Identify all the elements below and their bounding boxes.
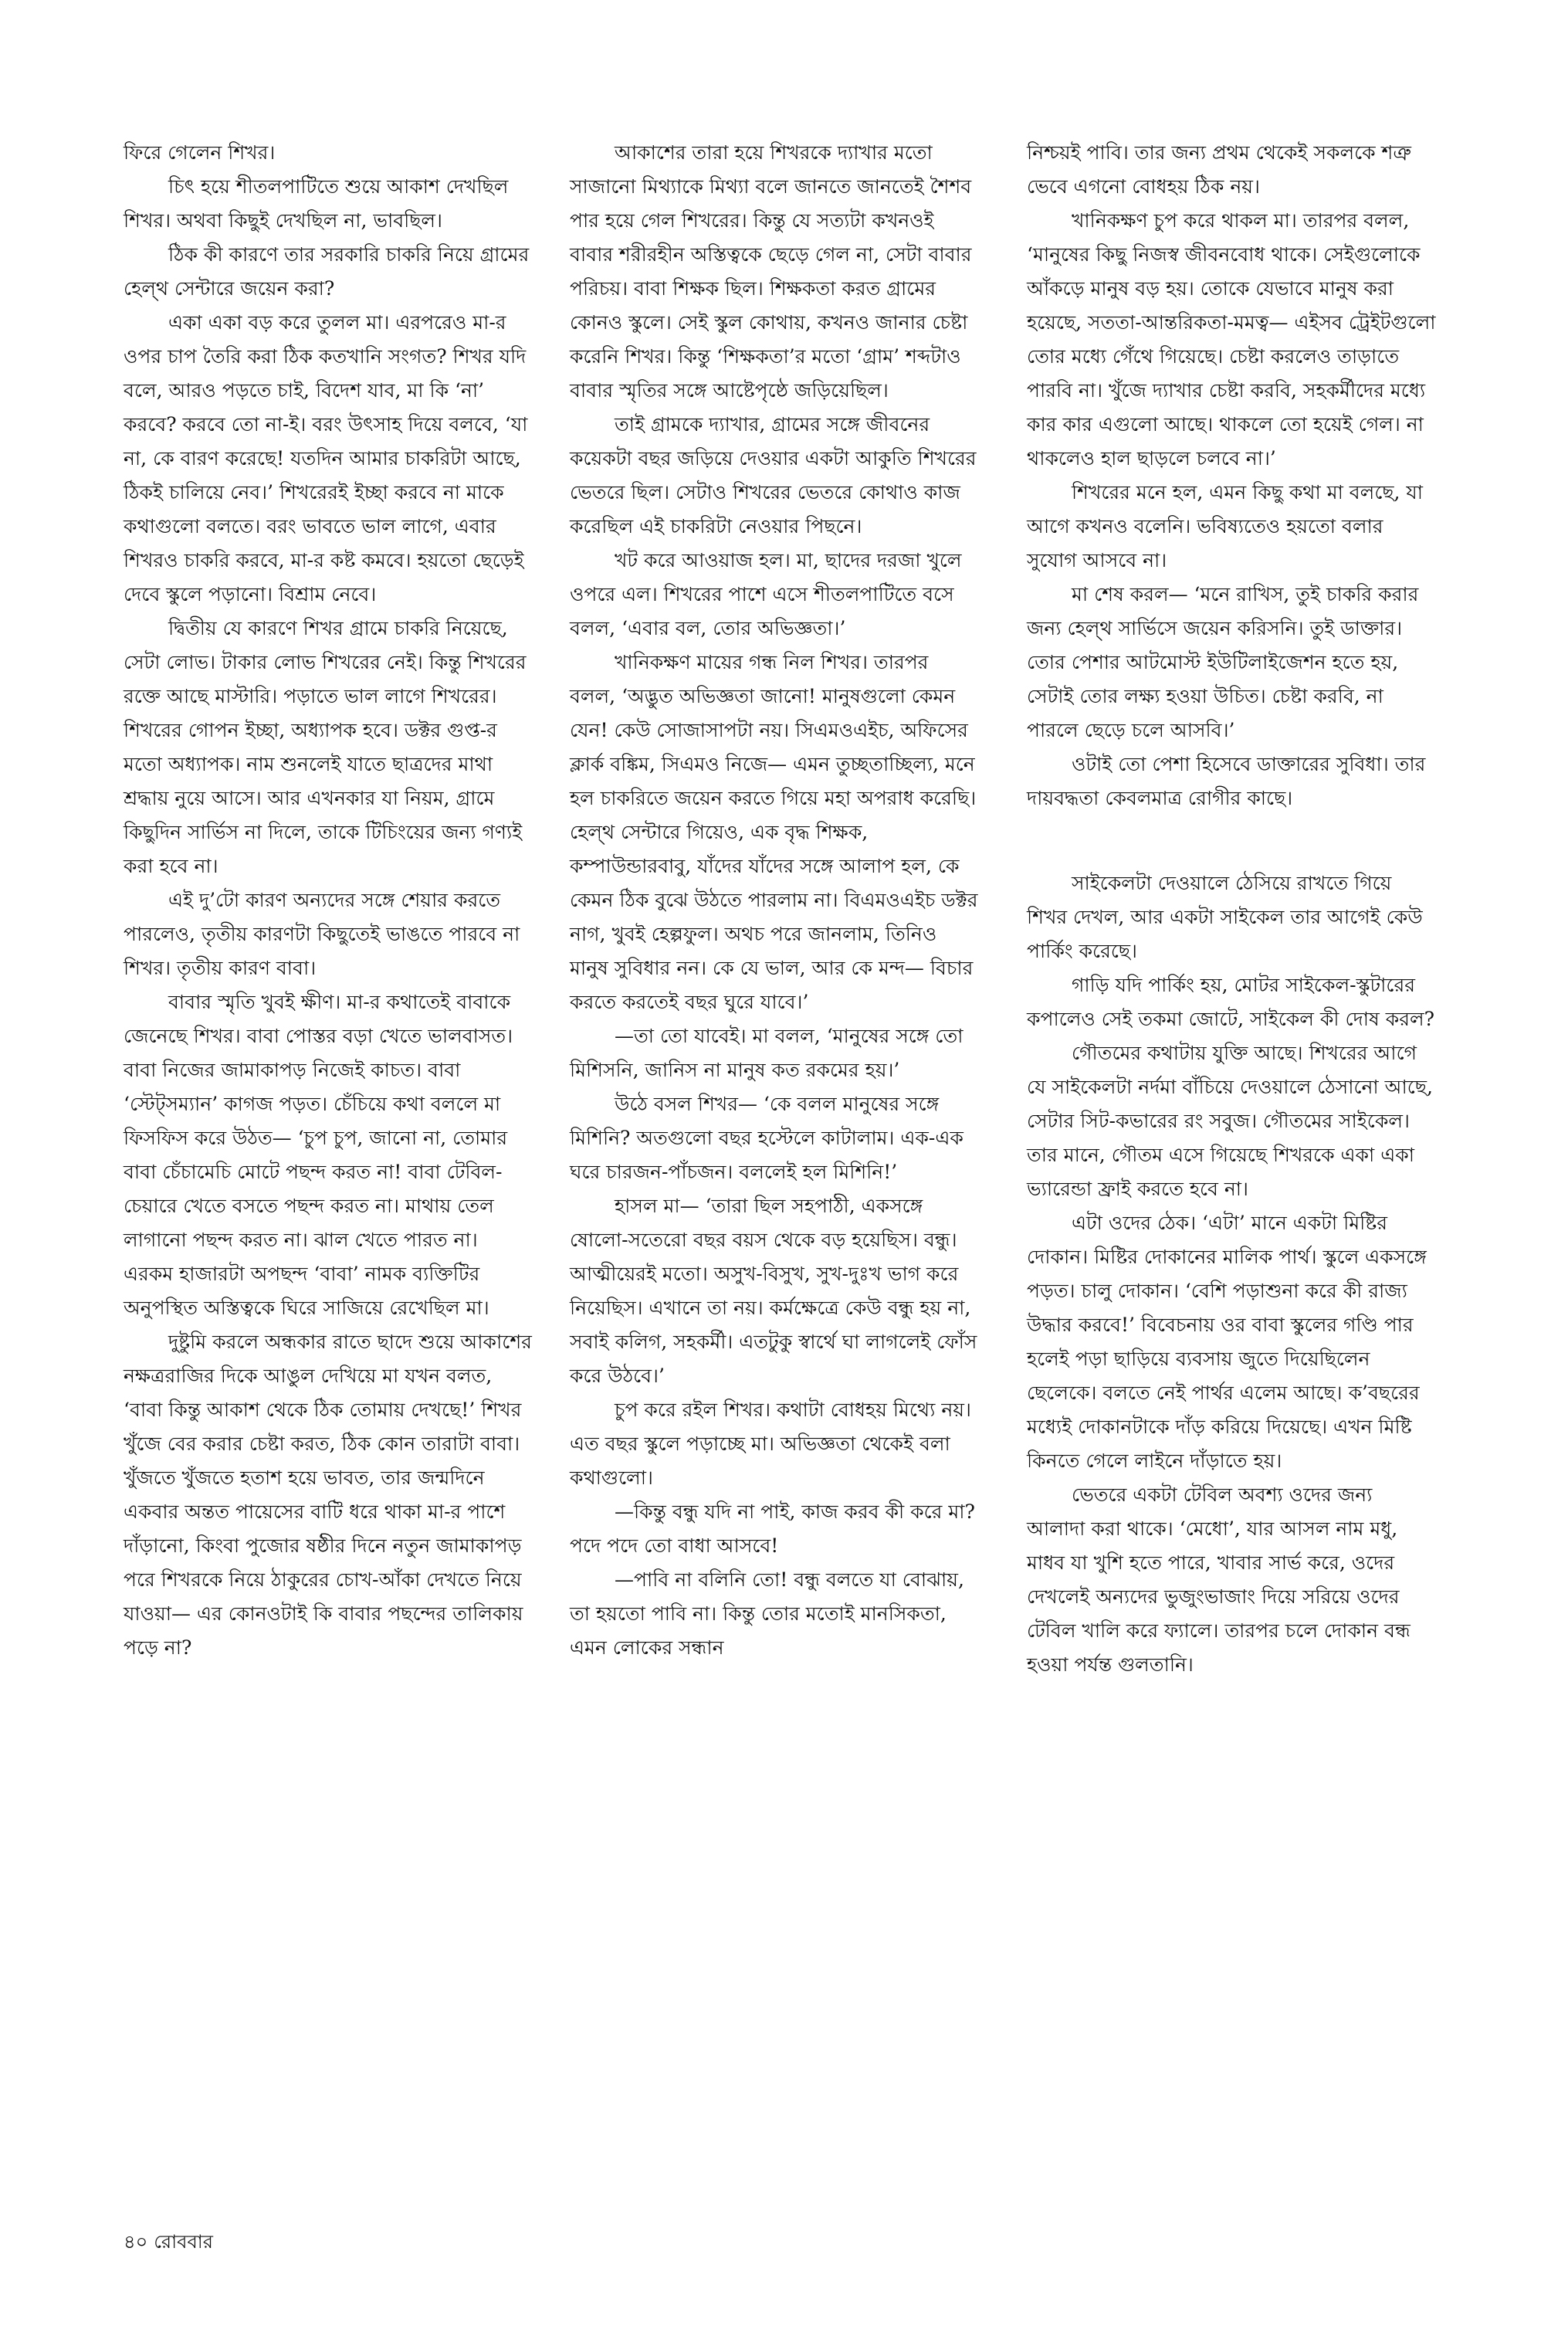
paragraph: বাবার স্মৃতি খুবই ক্ষীণ। মা-র কথাতেই বাবাকে জেনেছে শিখর। বাবা পোস্তর বড়া খেতে ভালবাসত। বাবা নিজের জামাকাপড় নিজেই কাচত। বাবা ‘স্টেট্সম্যান’ কাগজ পড়ত। চেঁচিয়ে কথা বললে মা ফিসফিস করে উঠত— ‘চুপ চুপ, জানো না, তোমার বাবা চেঁচামেচি মোটে পছন্দ করত না! বাবা টেবিল-চেয়ারে খেতে বসতে পছন্দ করত না। মাথায় তেল লাগানো পছন্দ করত না। ঝাল খেতে পারত না। এরকম হাজারটা অপছন্দ ‘বাবা’ নামক ব্যক্তিটির অনুপস্থিত অস্তিত্বকে ঘিরে সাজিয়ে রেখেছিল মা।: [124, 991, 513, 1319]
article-column-3: [1027, 136, 1436, 1682]
paragraph: তাই গ্রামকে দ্যাখার, গ্রামের সঙ্গে জীবনের কয়েকটা বছর জড়িয়ে দেওয়ার একটা আকুতি শিখরের ভেতরে ছিল। সেটাও শিখরের ভেতরে কোথাও কাজ করেছিল এই চাকরিটা নেওয়ার পিছনে।: [570, 413, 977, 537]
paragraph: খানিকক্ষণ মায়ের গন্ধ নিল শিখর। তারপর বলল, ‘অদ্ভুত অভিজ্ঞতা জানো! মানুষগুলো কেমন যেন! কেউ সোজাসাপটা নয়। সিএমওএইচ, অফিসের ক্লার্ক বঙ্কিম, সিএমও নিজে— এমন তুচ্ছতাচ্ছিল্য, মনে হল চাকরিতে জয়েন করতে গিয়ে মহা অপরাধ করেছি। হেল্থ সেন্টারে গিয়েও, এক বৃদ্ধ শিক্ষক, কম্পাউন্ডারবাবু, যাঁদের যাঁদের সঙ্গে আলাপ হল, কে কেমন ঠিক বুঝে উঠতে পারলাম না। বিএমওএইচ ডক্টর নাগ, খুবই হেল্পফুল। অথচ পরে জানলাম, তিনিও মানুষ সুবিধার নন। কে যে ভাল, আর কে মন্দ— বিচার করতে করতেই বছর ঘুরে যাবে।’: [570, 651, 978, 1013]
paragraph: নিশ্চয়ই পাবি। তার জন্য প্রথম থেকেই সকলকে শত্রু ভেবে এগনো বোধহয় ঠিক নয়।: [1027, 141, 1411, 198]
paragraph: এই দু’টো কারণ অন্যদের সঙ্গে শেয়ার করতে পারলেও, তৃতীয় কারণটা কিছুতেই ভাঙতে পারবে না শিখর। তৃতীয় কারণ বাবা।: [124, 889, 520, 979]
paragraph: হাসল মা— ‘তারা ছিল সহপাঠী, একসঙ্গে ষোলো-সতেরো বছর বয়স থেকে বড় হয়েছিস। বন্ধু। আত্মীয়েরই মতো। অসুখ-বিসুখ, সুখ-দুঃখ ভাগ করে নিয়েছিস। এখানে তা নয়। কর্মক্ষেত্রে কেউ বন্ধু হয় না, সবাই কলিগ, সহকর্মী। এতটুকু স্বার্থে ঘা লাগলেই ফোঁস করে উঠবে।’: [570, 1195, 977, 1387]
paragraph: সাইকেলটা দেওয়ালে ঠেসিয়ে রাখতে গিয়ে শিখর দেখল, আর একটা সাইকেল তার আগেই কেউ পার্কিং করেছে।: [1027, 872, 1423, 962]
paragraph: দুষ্টুমি করলে অন্ধকার রাতে ছাদে শুয়ে আকাশের নক্ষত্ররাজির দিকে আঙুল দেখিয়ে মা যখন বলত, ‘বাবা কিন্তু আকাশ থেকে ঠিক তোমায় দেখছে!’ শিখর খুঁজে বের করার চেষ্টা করত, ঠিক কোন তারাটা বাবা। খুঁজতে খুঁজতে হতাশ হয়ে ভাবত, তার জন্মদিনে একবার অন্তত পায়েসের বাটি ধরে থাকা মা-র পাশে দাঁড়ানো, কিংবা পুজোর ষষ্ঠীর দিনে নতুন জামাকাপড় পরে শিখরকে নিয়ে ঠাকুরের চোখ-আঁকা দেখতে নিয়ে যাওয়া— এর কোনওটাই কি বাবার পছন্দের তালিকায় পড়ে না?: [124, 1331, 532, 1659]
paragraph: ফিরে গেলেন শিখর।: [124, 141, 276, 164]
paragraph: খানিকক্ষণ চুপ করে থাকল মা। তারপর বলল, ‘মানুষের কিছু নিজস্ব জীবনবোধ থাকে। সেইগুলোকে আঁকড়ে মানুষ বড় হয়। তোকে যেভাবে মানুষ করা হয়েছে, সততা-আন্তরিকতা-মমত্ব— এইসব ট্রেইটগুলো তোর মধ্যে গেঁথে গিয়েছে। চেষ্টা করলেও তাড়াতে পারবি না। খুঁজে দ্যাখার চেষ্টা করবি, সহকর্মীদের মধ্যে কার কার এগুলো আছে। থাকলে তো হয়েই গেল। না থাকলেও হাল ছাড়লে চলবে না।’: [1027, 209, 1436, 470]
paragraph: শিখরের মনে হল, এমন কিছু কথা মা বলছে, যা আগে কখনও বলেনি। ভবিষ্যতেও হয়তো বলার সুযোগ আসবে না।: [1027, 481, 1424, 571]
paragraph: —তা তো যাবেই। মা বলল, ‘মানুষের সঙ্গে তো মিশিসনি, জানিস না মানুষ কত রকমের হয়।’: [570, 1025, 963, 1081]
paragraph: এটা ওদের ঠেক। ‘এটা’ মানে একটা মিষ্টির দোকান। মিষ্টির দোকানের মালিক পার্থ। স্কুলে একসঙ্গে পড়ত। চালু দোকান। ‘বেশি পড়াশুনা করে কী রাজ্য উদ্ধার করবে!’ বিবেচনায় ওর বাবা স্কুলের গণ্ডি পার হলেই পড়া ছাড়িয়ে ব্যবসায় জুতে দিয়েছিলেন ছেলেকে। বলতে নেই পার্থর এলেম আছে। ক’বছরের মধ্যেই দোকানটাকে দাঁড় করিয়ে দিয়েছে। এখন মিষ্টি কিনতে গেলে লাইনে দাঁড়াতে হয়।: [1027, 1212, 1427, 1472]
paragraph: খট করে আওয়াজ হল। মা, ছাদের দরজা খুলে ওপরে এল। শিখরের পাশে এসে শীতলপাটিতে বসে বলল, ‘এবার বল, তোর অভিজ্ঞতা।’: [570, 549, 962, 639]
paragraph: গৌতমের কথাটায় যুক্তি আছে। শিখরের আগে যে সাইকেলটা নর্দমা বাঁচিয়ে দেওয়ালে ঠেসানো আছে, সেটার সিট-কভারের রং সবুজ। গৌতমের সাইকেল। তার মানে, গৌতম এসে গিয়েছে শিখরকে একা একা ভ্যারেন্ডা ফ্রাই করতে হবে না।: [1027, 1042, 1433, 1200]
paragraph: ঠিক কী কারণে তার সরকারি চাকরি নিয়ে গ্রামের হেল্থ সেন্টারে জয়েন করা?: [124, 243, 530, 300]
paragraph: চিৎ হয়ে শীতলপাটিতে শুয়ে আকাশ দেখছিল শিখর। অথবা কিছুই দেখছিল না, ভাবছিল।: [124, 175, 509, 232]
page-footer: [124, 2230, 213, 2253]
page-number: ৪০: [124, 2231, 148, 2253]
paragraph: ওটাই তো পেশা হিসেবে ডাক্তারের সুবিধা। তার দায়বদ্ধতা কেবলমাত্র রোগীর কাছে।: [1027, 753, 1426, 809]
paragraph: —পাবি না বলিনি তো! বন্ধু বলতে যা বোঝায়, তা হয়তো পাবি না। কিন্তু তোর মতোই মানসিকতা, এমন লোকের সন্ধান: [570, 1568, 964, 1659]
paragraph: গাড়ি যদি পার্কিং হয়, মোটর সাইকেল-স্কুটারের কপালেও সেই তকমা জোটে, সাইকেল কী দোষ করল?: [1027, 974, 1434, 1030]
section-break: [1027, 815, 1436, 866]
article-column-1: [124, 136, 533, 1665]
paragraph: দ্বিতীয় যে কারণে শিখর গ্রামে চাকরি নিয়েছে, সেটা লোভ। টাকার লোভ শিখরের নেই। কিন্তু শিখরের রক্তে আছে মাস্টারি। পড়াতে ভাল লাগে শিখরের। শিখরের গোপন ইচ্ছা, অধ্যাপক হবে। ডক্টর গুপ্ত-র মতো অধ্যাপক। নাম শুনলেই যাতে ছাত্রদের মাথা শ্রদ্ধায় নুয়ে আসে। আর এখনকার যা নিয়ম, গ্রামে কিছুদিন সার্ভিস না দিলে, তাকে টিচিংয়ের জন্য গণ্যই করা হবে না।: [124, 617, 527, 877]
paragraph: মা শেষ করল— ‘মনে রাখিস, তুই চাকরি করার জন্য হেল্থ সার্ভিসে জয়েন করিসনি। তুই ডাক্তার। তোর পেশার আটমোস্ট ইউটিলাইজেশন হতে হয়, সেটাই তোর লক্ষ্য হওয়া উচিত। চেষ্টা করবি, না পারলে ছেড়ে চলে আসবি।’: [1027, 583, 1419, 741]
paragraph: —কিন্তু বন্ধু যদি না পাই, কাজ করব কী করে মা? পদে পদে তো বাধা আসবে!: [570, 1500, 975, 1557]
paragraph: চুপ করে রইল শিখর। কথাটা বোধহয় মিথ্যে নয়। এত বছর স্কুলে পড়াচ্ছে মা। অভিজ্ঞতা থেকেই বলা কথাগুলো।: [570, 1399, 971, 1489]
paragraph: ভেতরে একটা টেবিল অবশ্য ওদের জন্য আলাদা করা থাকে। ‘মেধো’, যার আসল নাম মধু, মাধব যা খুশি হতে পারে, খাবার সার্ভ করে, ওদের দেখলেই অন্যদের ভুজুংভাজাং দিয়ে সরিয়ে ওদের টেবিল খালি করে ফ্যালে। তারপর চলে দোকান বন্ধ হওয়া পর্যন্ত গুলতানি।: [1027, 1483, 1411, 1676]
publication-name: রোববার: [154, 2231, 213, 2253]
article-column-2: [570, 136, 979, 1665]
paragraph: একা একা বড় করে তুলল মা। এরপরেও মা-র ওপর চাপ তৈরি করা ঠিক কতখানি সংগত? শিখর যদি বলে, আরও পড়তে চাই, বিদেশ যাব, মা কি ‘না’ করবে? করবে তো না-ই। বরং উৎসাহ দিয়ে বলবে, ‘যা না, কে বারণ করেছে! যতদিন আমার চাকরিটা আছে, ঠিকই চালিয়ে নেব।’ শিখরেরই ইচ্ছা করবে না মাকে কথাগুলো বলতে। বরং ভাবতে ভাল লাগে, এবার শিখরও চাকরি করবে, মা-র কষ্ট কমবে। হয়তো ছেড়েই দেবে স্কুলে পড়ানো। বিশ্রাম নেবে।: [124, 311, 528, 605]
paragraph: উঠে বসল শিখর— ‘কে বলল মানুষের সঙ্গে মিশিনি? অতগুলো বছর হস্টেলে কাটালাম। এক-এক ঘরে চারজন-পাঁচজন। বললেই হল মিশিনি!’: [570, 1093, 963, 1183]
paragraph: আকাশের তারা হয়ে শিখরকে দ্যাখার মতো সাজানো মিথ্যাকে মিথ্যা বলে জানতে জানতেই শৈশব পার হয়ে গেল শিখরের। কিন্তু যে সত্যটা কখনওই বাবার শরীরহীন অস্তিত্বকে ছেড়ে গেল না, সেটা বাবার পরিচয়। বাবা শিক্ষক ছিল। শিক্ষকতা করত গ্রামের কোনও স্কুলে। সেই স্কুল কোথায়, কখনও জানার চেষ্টা করেনি শিখর। কিন্তু ‘শিক্ষকতা’র মতো ‘গ্রাম’ শব্দটাও বাবার স্মৃতির সঙ্গে আষ্টেপৃষ্ঠে জড়িয়েছিল।: [570, 141, 972, 402]
